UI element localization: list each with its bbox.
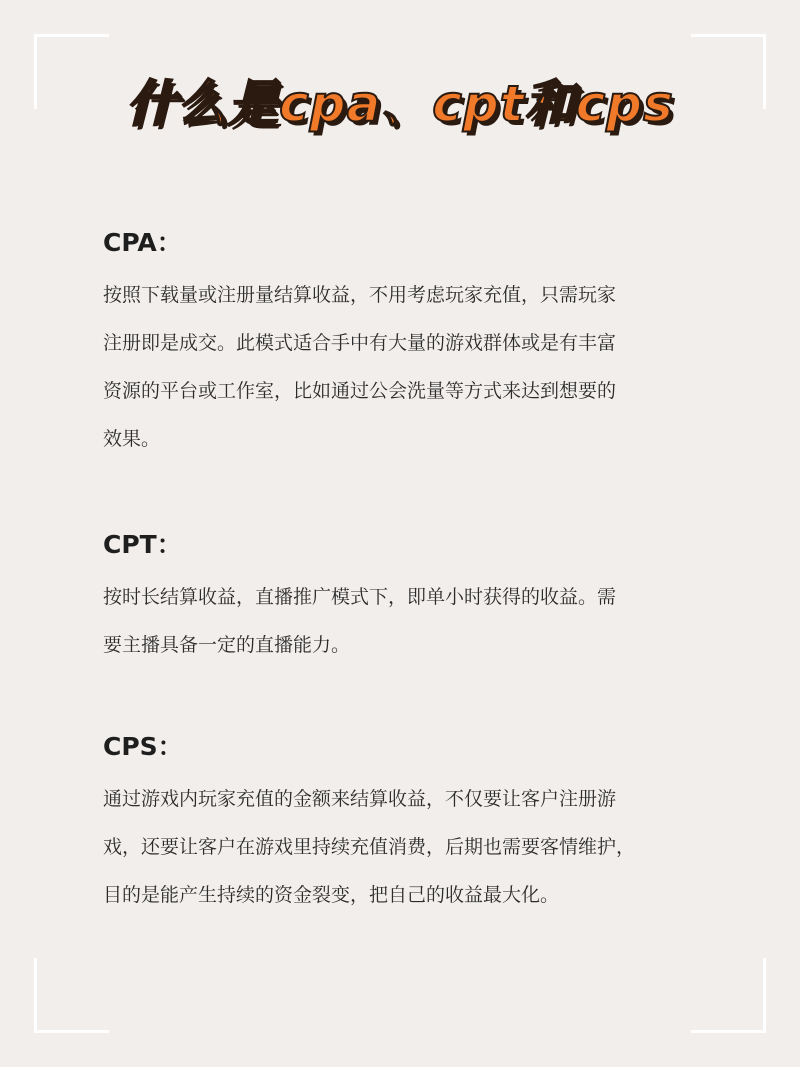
body-line: 目的是能产生持续的资金裂变，把自己的收益最大化。 [103, 884, 560, 906]
body-line: 效果。 [103, 428, 161, 450]
section-body [103, 271, 723, 463]
section-body [103, 573, 723, 669]
body-line: 按照下载量或注册量结算收益，不用考虑玩家充值，只需玩家 [103, 284, 617, 306]
body-line: 要主播具备一定的直播能力。 [103, 634, 351, 656]
section-cpt [103, 528, 723, 669]
body-line: 按时长结算收益，直播推广模式下，即单小时获得的收益。需 [103, 586, 617, 608]
body-line: 注册即是成交。此模式适合手中有大量的游戏群体或是有丰富 [103, 332, 617, 354]
section-cpa [103, 226, 723, 463]
section-cps [103, 730, 723, 919]
frame-corner-bottom-right [691, 958, 766, 1033]
body-line: 戏，还要让客户在游戏里持续充值消费，后期也需要客情维护， [103, 836, 636, 858]
frame-corner-bottom-left [34, 958, 109, 1033]
page-title: 什么是cpa、cpt和cps [126, 75, 674, 133]
section-heading: CPA： [103, 228, 182, 257]
section-heading: CPT： [103, 530, 182, 559]
body-line: 通过游戏内玩家充值的金额来结算收益，不仅要让客户注册游 [103, 788, 617, 810]
body-line: 资源的平台或工作室，比如通过公会洗量等方式来达到想要的 [103, 380, 617, 402]
section-body [103, 775, 723, 919]
section-heading: CPS： [103, 732, 183, 761]
